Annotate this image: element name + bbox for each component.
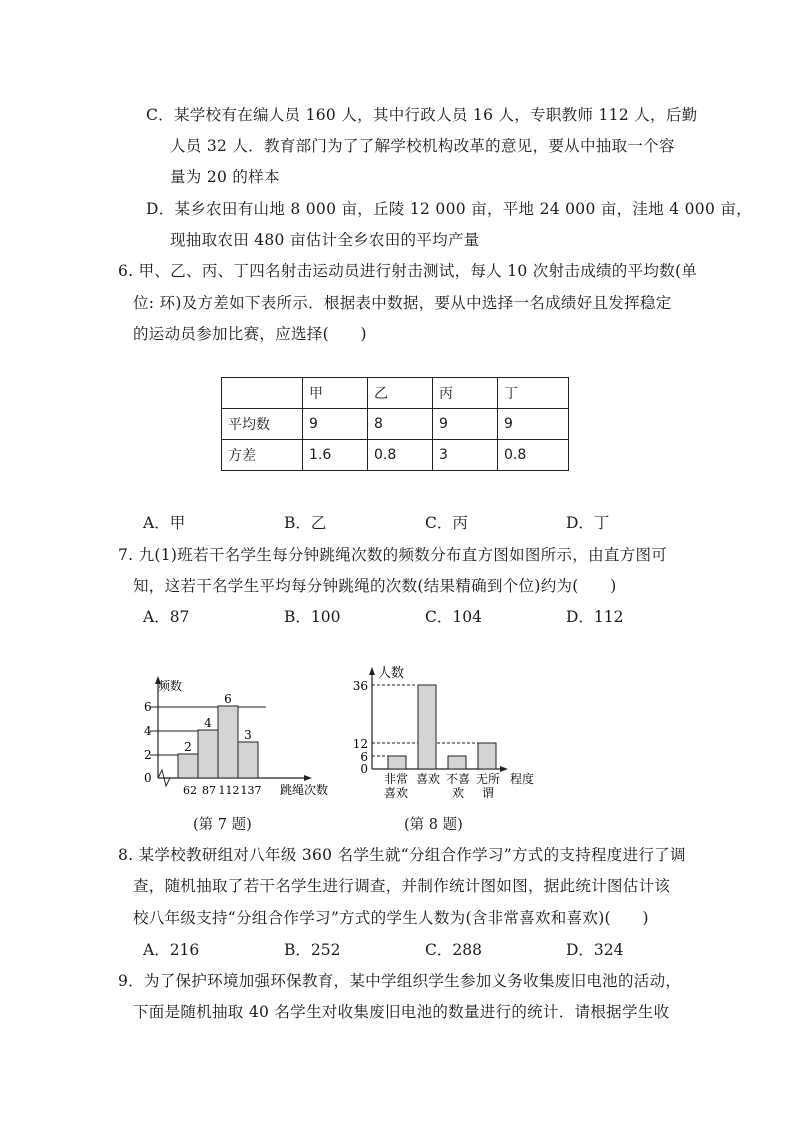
table-cell: 1.6: [303, 440, 368, 471]
histogram-bar: [178, 754, 198, 778]
x-axis-label: 跳绳次数: [280, 783, 329, 797]
q5-option-c-line3: 量为 20 的样本: [170, 168, 280, 186]
category-label: 喜欢: [383, 786, 409, 800]
q9-stem-line2: 下面是随机抽取 40 名学生对收集废旧电池的数量进行的统计．请根据学生收: [133, 1003, 670, 1021]
table-cell: [222, 378, 303, 409]
table-cell: 乙: [368, 378, 433, 409]
x-tick-label: 62: [183, 784, 197, 797]
table-cell: 丙: [433, 378, 498, 409]
q6-stem-line3: 的运动员参加比赛，应选择( ): [133, 325, 367, 343]
bar: [388, 756, 406, 769]
table-cell: 9: [433, 409, 498, 440]
option-b: B．252: [284, 941, 341, 959]
category-label: 不喜: [445, 772, 471, 786]
q6-options: [0, 511, 794, 533]
fig8-bar-chart: [350, 665, 570, 805]
option-b: B．100: [284, 608, 341, 626]
q5-option-c-line1: C．某学校有在编人员 160 人，其中行政人员 16 人，专职教师 112 人，后勤: [146, 106, 698, 124]
y-axis-arrow-icon: [369, 667, 375, 675]
option-a: A．87: [143, 608, 190, 626]
bar: [448, 756, 466, 769]
category-label: 谓: [481, 786, 495, 800]
fig7-histogram: [140, 672, 360, 812]
table-cell: 8: [368, 409, 433, 440]
option-c: C．288: [425, 941, 482, 959]
y-tick-label: 0: [144, 771, 152, 785]
y-axis-label: 频数: [158, 679, 183, 693]
q6-data-table: [221, 377, 569, 471]
x-axis-arrow-icon: [500, 766, 508, 772]
q5-option-c-line2: 人员 32 人．教育部门为了了解学校机构改革的意见，要从中抽取一个容: [170, 137, 675, 155]
table-cell: 0.8: [498, 440, 569, 471]
q8-options: [0, 938, 794, 960]
q8-stem-line3: 校八年级支持“分组合作学习”方式的学生人数为(含非常喜欢和喜欢)( ): [133, 909, 649, 927]
fig8-caption: (第 8 题): [404, 817, 463, 833]
fig7-caption: (第 7 题): [193, 817, 252, 833]
q9-stem-line1: 9．为了保护环境加强环保教育，某中学组织学生参加义务收集废旧电池的活动，: [118, 972, 682, 990]
q8-stem-line1: 8. 某学校教研组对八年级 360 名学生就“分组合作学习”方式的支持程度进行了调: [118, 846, 686, 864]
table-cell: 9: [303, 409, 368, 440]
x-axis-label: 程度: [510, 772, 535, 786]
histogram-bar: [198, 730, 218, 778]
y-tick-label: 12: [352, 737, 368, 751]
q8-stem-line2: 查，随机抽取了若干名学生进行调查，并制作统计图如图，据此统计图估计该: [133, 877, 671, 895]
table-cell: 丁: [498, 378, 569, 409]
bar-value-label: 4: [204, 716, 212, 730]
q7-stem-line2: 知，这若干名学生平均每分钟跳绳的次数(结果精确到个位)约为( ): [133, 577, 617, 595]
option-a: A．216: [143, 941, 200, 959]
category-label: 欢: [451, 786, 465, 800]
y-tick-label: 6: [360, 750, 368, 764]
category-label: 非常: [383, 772, 409, 786]
table-row: [222, 409, 569, 440]
q7-options: [0, 605, 794, 627]
option-a: A．甲: [143, 514, 186, 532]
q5-option-d-line2: 现抽取农田 480 亩估计全乡农田的平均产量: [170, 231, 480, 249]
category-label: 喜欢: [415, 772, 441, 786]
bar-value-label: 2: [184, 740, 192, 754]
table-cell: 方差: [222, 440, 303, 471]
option-d: D．324: [566, 941, 624, 959]
table-row: [222, 440, 569, 471]
histogram-bar: [238, 742, 258, 778]
q7-stem-line1: 7. 九(1)班若干名学生每分钟跳绳次数的频数分布直方图如图所示，由直方图可: [118, 546, 668, 564]
y-tick-label: 2: [144, 748, 152, 762]
bar: [418, 685, 436, 769]
table-cell: 平均数: [222, 409, 303, 440]
option-d: D．丁: [566, 514, 610, 532]
table-header-row: [222, 378, 569, 409]
y-tick-label: 36: [352, 679, 368, 693]
bar: [478, 743, 496, 769]
histogram-bar: [218, 706, 238, 778]
table-cell: 0.8: [368, 440, 433, 471]
bar-value-label: 6: [224, 692, 232, 706]
bar-value-label: 3: [244, 728, 252, 742]
x-tick-label: 137: [240, 784, 262, 797]
option-b: B．乙: [284, 514, 327, 532]
option-d: D．112: [566, 608, 624, 626]
q6-stem-line1: 6. 甲、乙、丙、丁四名射击运动员进行射击测试，每人 10 次射击成绩的平均数(单: [118, 262, 698, 280]
q5-option-d-line1: D．某乡农田有山地 8 000 亩，丘陵 12 000 亩，平地 24 000 亩，洼地 4 000 亩，: [146, 200, 752, 218]
option-c: C．丙: [425, 514, 468, 532]
table-cell: 甲: [303, 378, 368, 409]
option-c: C．104: [425, 608, 482, 626]
x-tick-label: 112: [218, 784, 240, 797]
x-axis-arrow-icon: [304, 775, 312, 781]
y-tick-label: 0: [360, 762, 368, 776]
y-axis-label: 人数: [378, 666, 405, 681]
x-tick-label: 87: [202, 784, 216, 797]
q6-stem-line2: 位: 环)及方差如下表所示．根据表中数据，要从中选择一名成绩好且发挥稳定: [133, 294, 672, 312]
y-tick-label: 4: [144, 724, 152, 738]
table-cell: 3: [433, 440, 498, 471]
y-tick-label: 6: [144, 700, 152, 714]
category-label: 无所: [475, 772, 501, 786]
table-cell: 9: [498, 409, 569, 440]
